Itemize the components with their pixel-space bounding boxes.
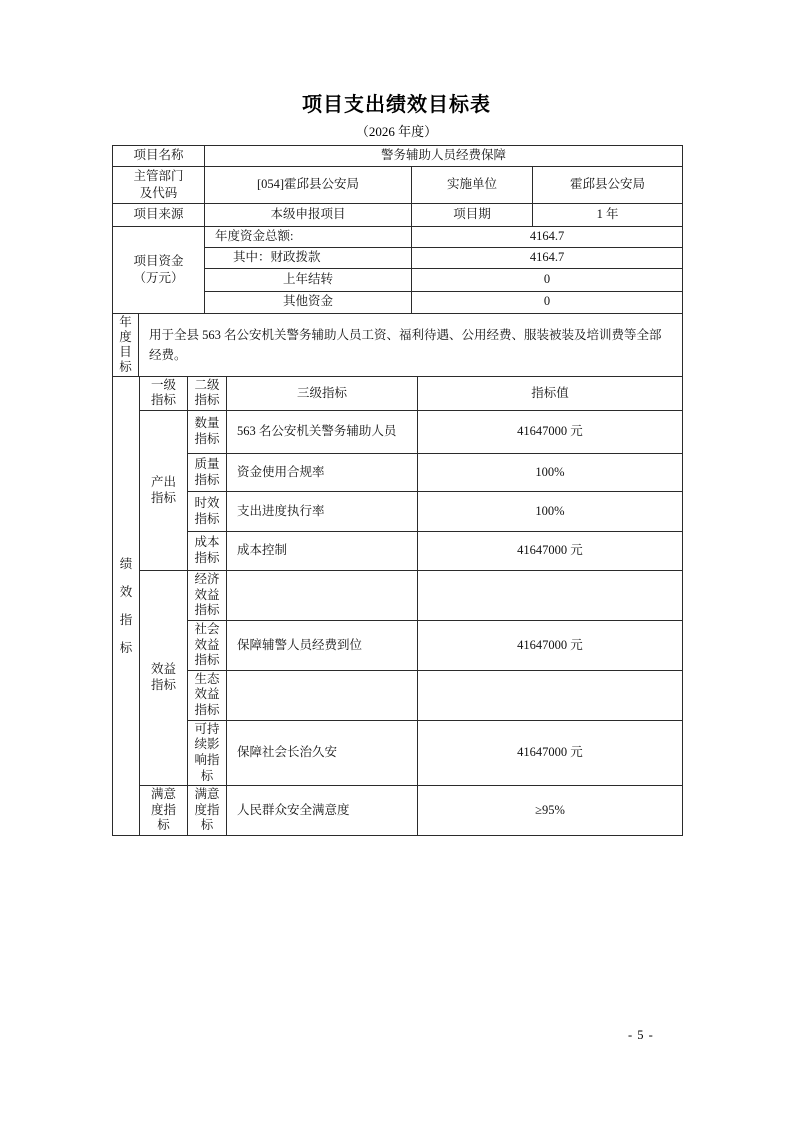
indicator-l2: 满意度指标: [188, 786, 227, 836]
indicator-value: 41647000 元: [418, 620, 683, 670]
indicator-l2: 数量指标: [188, 411, 227, 454]
funds-total-value: 4164.7: [412, 226, 683, 247]
indicator-l2: 可持续影响指标: [188, 720, 227, 786]
indicator-l2: 质量指标: [188, 454, 227, 492]
table-row: [113, 454, 683, 492]
funds-label: [113, 226, 205, 313]
indicator-value: 100%: [418, 492, 683, 532]
indicator-value: 41647000 元: [418, 532, 683, 571]
annual-goal-label: [113, 314, 139, 376]
funds-other-label: 其他资金: [205, 291, 412, 313]
funds-fiscal-value: 4164.7: [412, 247, 683, 268]
header-value: 指标值: [418, 376, 683, 410]
table-row: [113, 571, 683, 621]
indicator-value: 41647000 元: [418, 720, 683, 786]
period-label: 项目期: [412, 203, 533, 226]
page-subtitle: （2026 年度）: [355, 124, 438, 139]
indicator-value: ≥95%: [418, 786, 683, 836]
table-row: [113, 670, 683, 720]
indicator-l2: 时效指标: [188, 492, 227, 532]
indicator-value: [418, 670, 683, 720]
indicator-l2: 社会效益指标: [188, 620, 227, 670]
funds-other-value: 0: [412, 291, 683, 313]
table-row: [113, 411, 683, 454]
group-output-label: 产出指标: [140, 411, 188, 571]
indicator-l2: 生态效益指标: [188, 670, 227, 720]
table-row: [113, 786, 683, 836]
table-row: [113, 720, 683, 786]
performance-indicators-table: [112, 376, 683, 836]
indicator-value: 41647000 元: [418, 411, 683, 454]
project-name-value: 警务辅助人员经费保障: [205, 146, 683, 167]
group-benefit-label: 效益指标: [140, 571, 188, 786]
header-level3: 三级指标: [227, 376, 418, 410]
funds-label-text: 项目资金（万元）: [133, 253, 184, 285]
funds-carryover-label: 上年结转: [205, 268, 412, 291]
impl-unit-label: 实施单位: [412, 167, 533, 204]
page-number: - 5 -: [628, 1028, 654, 1042]
source-label: 项目来源: [113, 203, 205, 226]
dept-label-text: 主管部门及代码: [133, 169, 184, 200]
indicator-l3: 563 名公安机关警务辅助人员: [227, 411, 418, 454]
period-value: 1 年: [533, 203, 683, 226]
header-level1: 一级指标: [140, 376, 188, 410]
table-row: [113, 492, 683, 532]
indicator-l3: 资金使用合规率: [227, 454, 418, 492]
indicator-l3: 人民群众安全满意度: [227, 786, 418, 836]
indicator-l3: 保障辅警人员经费到位: [227, 620, 418, 670]
indicator-l3: [227, 670, 418, 720]
page-title: 项目支出绩效目标表: [302, 94, 491, 116]
funds-carryover-value: 0: [412, 268, 683, 291]
tables-container: [112, 145, 683, 836]
project-name-label: 项目名称: [113, 146, 205, 167]
dept-label: [113, 167, 205, 204]
project-info-table: [112, 145, 683, 377]
indicator-l2: 经济效益指标: [188, 571, 227, 621]
indicator-l3: 成本控制: [227, 532, 418, 571]
indicator-l3: [227, 571, 418, 621]
perf-section-label-text: 绩效指标: [119, 556, 133, 656]
header-level2: 二级指标: [188, 376, 227, 410]
funds-total-label: 年度资金总额:: [205, 226, 412, 247]
indicator-l2: 成本指标: [188, 532, 227, 571]
impl-unit-value: 霍邱县公安局: [533, 167, 683, 204]
indicator-value: 100%: [418, 454, 683, 492]
table-row: [113, 620, 683, 670]
indicator-l3: 支出进度执行率: [227, 492, 418, 532]
group-satisfaction-label: 满意度指标: [140, 786, 188, 836]
indicator-l3: 保障社会长治久安: [227, 720, 418, 786]
annual-goal-label-text: 年度目标: [119, 315, 132, 374]
table-row: [113, 532, 683, 571]
annual-goal-row: [113, 313, 683, 376]
funds-fiscal-label: 其中：财政拨款: [205, 247, 412, 268]
annual-goal-text: 用于全县 563 名公安机关警务辅助人员工资、福利待遇、公用经费、服装被装及培训费等全部经费。: [149, 327, 662, 362]
perf-section-label: [113, 376, 140, 835]
dept-value: [054]霍邱县公安局: [205, 167, 412, 204]
source-value: 本级申报项目: [205, 203, 412, 226]
indicator-value: [418, 571, 683, 621]
